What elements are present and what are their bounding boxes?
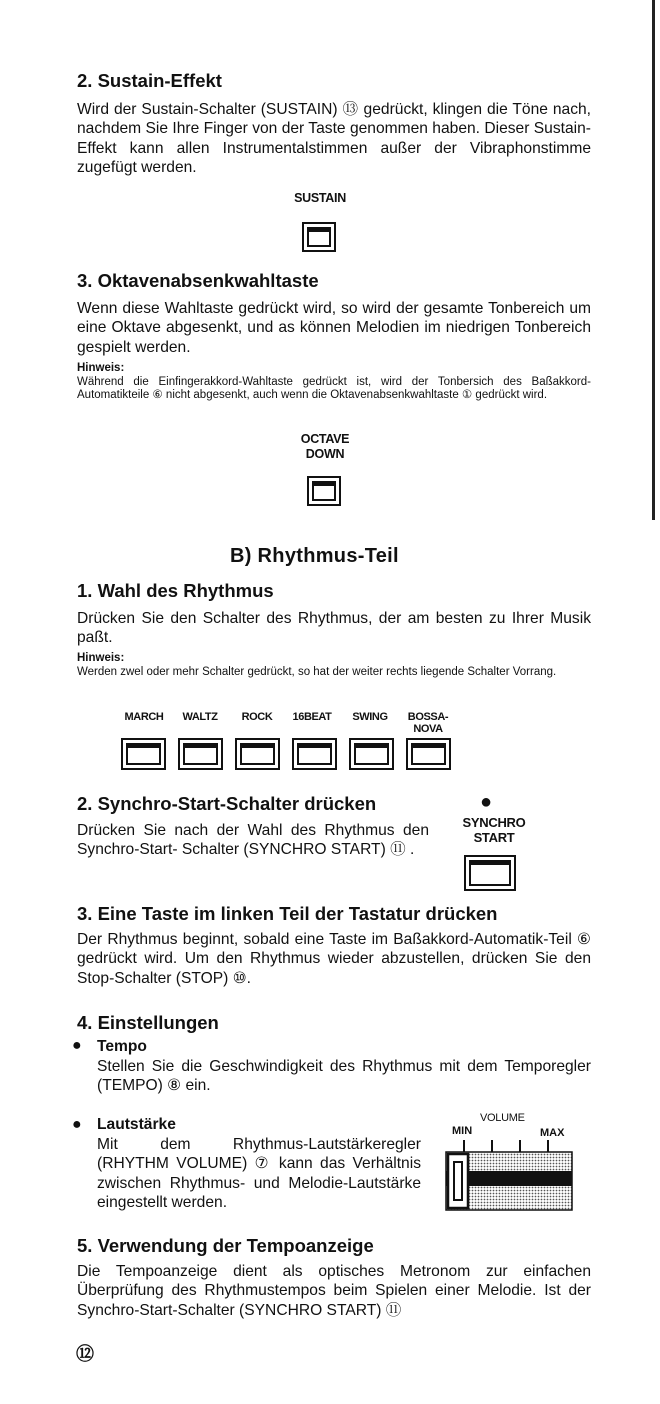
sustain-button[interactable] <box>302 222 336 252</box>
octave-button-label-line2: DOWN <box>305 447 345 461</box>
octave-button-label-line1: OCTAVE <box>300 432 350 446</box>
rhythm-button-march[interactable] <box>121 738 166 770</box>
synchro-button-label-line1: SYNCHRO <box>462 815 526 830</box>
section-title-press-key: 3. Eine Taste im linken Teil der Tastatur drücken <box>77 903 498 924</box>
sustain-body: Wird der Sustain-Schalter (SUSTAIN) ⑬ gedrückt, klingen die Töne nach, nachdem Sie Ihre Finger von der Taste genommen haben. Dieser Sustain-Effekt kann allen Instrumentalstimmen außer der Vibraphonstimme zugefügt werden. <box>77 101 591 177</box>
section-title-octave: 3. Oktavenabsenkwahltaste <box>77 270 319 291</box>
section-title-rhythm-select: 1. Wahl des Rhythmus <box>77 580 274 601</box>
synchro-start-button[interactable] <box>464 855 516 891</box>
slider-min-label: MIN <box>452 1125 473 1137</box>
rhythm-button-swing[interactable] <box>349 738 394 770</box>
tempo-heading: Tempo <box>97 1038 147 1055</box>
rhythm-button-waltz[interactable] <box>178 738 223 770</box>
rhythm-label-march: MARCH <box>124 711 164 723</box>
press-key-body: Der Rhythmus beginnt, sobald eine Taste im Baßakkord-Automatik-Teil ⑥ gedrückt wird. Um den Rhythmus wieder abzustellen, drücken Sie den Stop-Schalter (STOP) ⑩. <box>77 931 591 987</box>
section-title-sustain: 2. Sustain-Effekt <box>77 70 222 91</box>
slider-title: VOLUME <box>480 1112 525 1124</box>
tempo-body: Stellen Sie die Geschwindigkeit des Rhythmus mit dem Temporegler (TEMPO) ⑧ ein. <box>97 1058 591 1095</box>
slider-max-label: MAX <box>540 1127 565 1139</box>
rhythm-label-waltz: WALTZ <box>182 711 218 723</box>
synchro-body: Drücken Sie nach der Wahl des Rhythmus den Synchro-Start- Schalter (SYNCHRO START) ⑪ . <box>77 822 429 859</box>
part-b-title: B) Rhythmus-Teil <box>230 545 399 567</box>
rhythm-button-rock[interactable] <box>235 738 280 770</box>
octave-down-button[interactable] <box>307 476 341 506</box>
section-title-synchro: 2. Synchro-Start-Schalter drücken <box>77 793 377 814</box>
volume-body: Mit dem Rhythmus-Lautstärkeregler (RHYTHM VOLUME) ⑦ kann das Verhältnis zwischen Rhythmus- und Melodie-Lautstärke eingestellt werden. <box>97 1136 421 1212</box>
bullet-volume-icon: ● <box>72 1116 82 1133</box>
tempo-display-body: Die Tempoanzeige dient als optisches Metronom zur einfachen Überprüfung des Rhythmustempos beim Spielen einer Melodie. Ist der Synchro-Start-Schalter (SYNCHRO START) ⑪ <box>77 1263 591 1319</box>
rhythm-label-swing: SWING <box>352 711 388 723</box>
volume-heading: Lautstärke <box>97 1116 176 1133</box>
rhythm-note-text: Werden zwel oder mehr Schalter gedrückt, so hat der weiter rechts liegende Schalter Vorrang. <box>77 666 557 678</box>
page-number: ⑫ <box>76 1344 94 1364</box>
rhythm-volume-slider[interactable] <box>444 1138 576 1214</box>
octave-note-label: Hinweis: <box>77 362 125 374</box>
rhythm-label-bossa: BOSSA- <box>407 711 449 723</box>
synchro-button-label-line2: START <box>473 830 515 845</box>
rhythm-select-body: Drücken Sie den Schalter des Rhythmus, der am besten zu Ihrer Musik paßt. <box>77 610 591 647</box>
octave-note-text: Während die Einfingerakkord-Wahltaste gedrückt ist, wird der Tonbersich des Baßakkord-Automatikteile ⑥ nicht abgesenkt, auch wenn die Oktavenabsenkwahltaste ① gedrückt wird. <box>77 376 591 401</box>
bullet-tempo-icon: ● <box>72 1037 82 1054</box>
octave-body: Wenn diese Wahltaste gedrückt wird, so wird der gesamte Tonbereich um eine Oktave abgesenkt, und as können Melodien im niedrigen Tonbereich gespielt werden. <box>77 300 591 356</box>
rhythm-note-label: Hinweis: <box>77 652 125 664</box>
rhythm-label-16beat: 16BEAT <box>292 711 332 723</box>
rhythm-button-16beat[interactable] <box>292 738 337 770</box>
synchro-indicator-icon: ● <box>480 791 493 813</box>
rhythm-label-rock: ROCK <box>241 711 273 723</box>
rhythm-button-bossa-nova[interactable] <box>406 738 451 770</box>
page-edge-line <box>652 0 655 520</box>
section-title-tempo-display: 5. Verwendung der Tempoanzeige <box>77 1235 374 1256</box>
section-title-settings: 4. Einstellungen <box>77 1012 219 1033</box>
slider-knob-inner <box>454 1162 462 1200</box>
rhythm-label-nova: NOVA <box>413 723 443 735</box>
sustain-button-label: SUSTAIN <box>294 191 346 205</box>
